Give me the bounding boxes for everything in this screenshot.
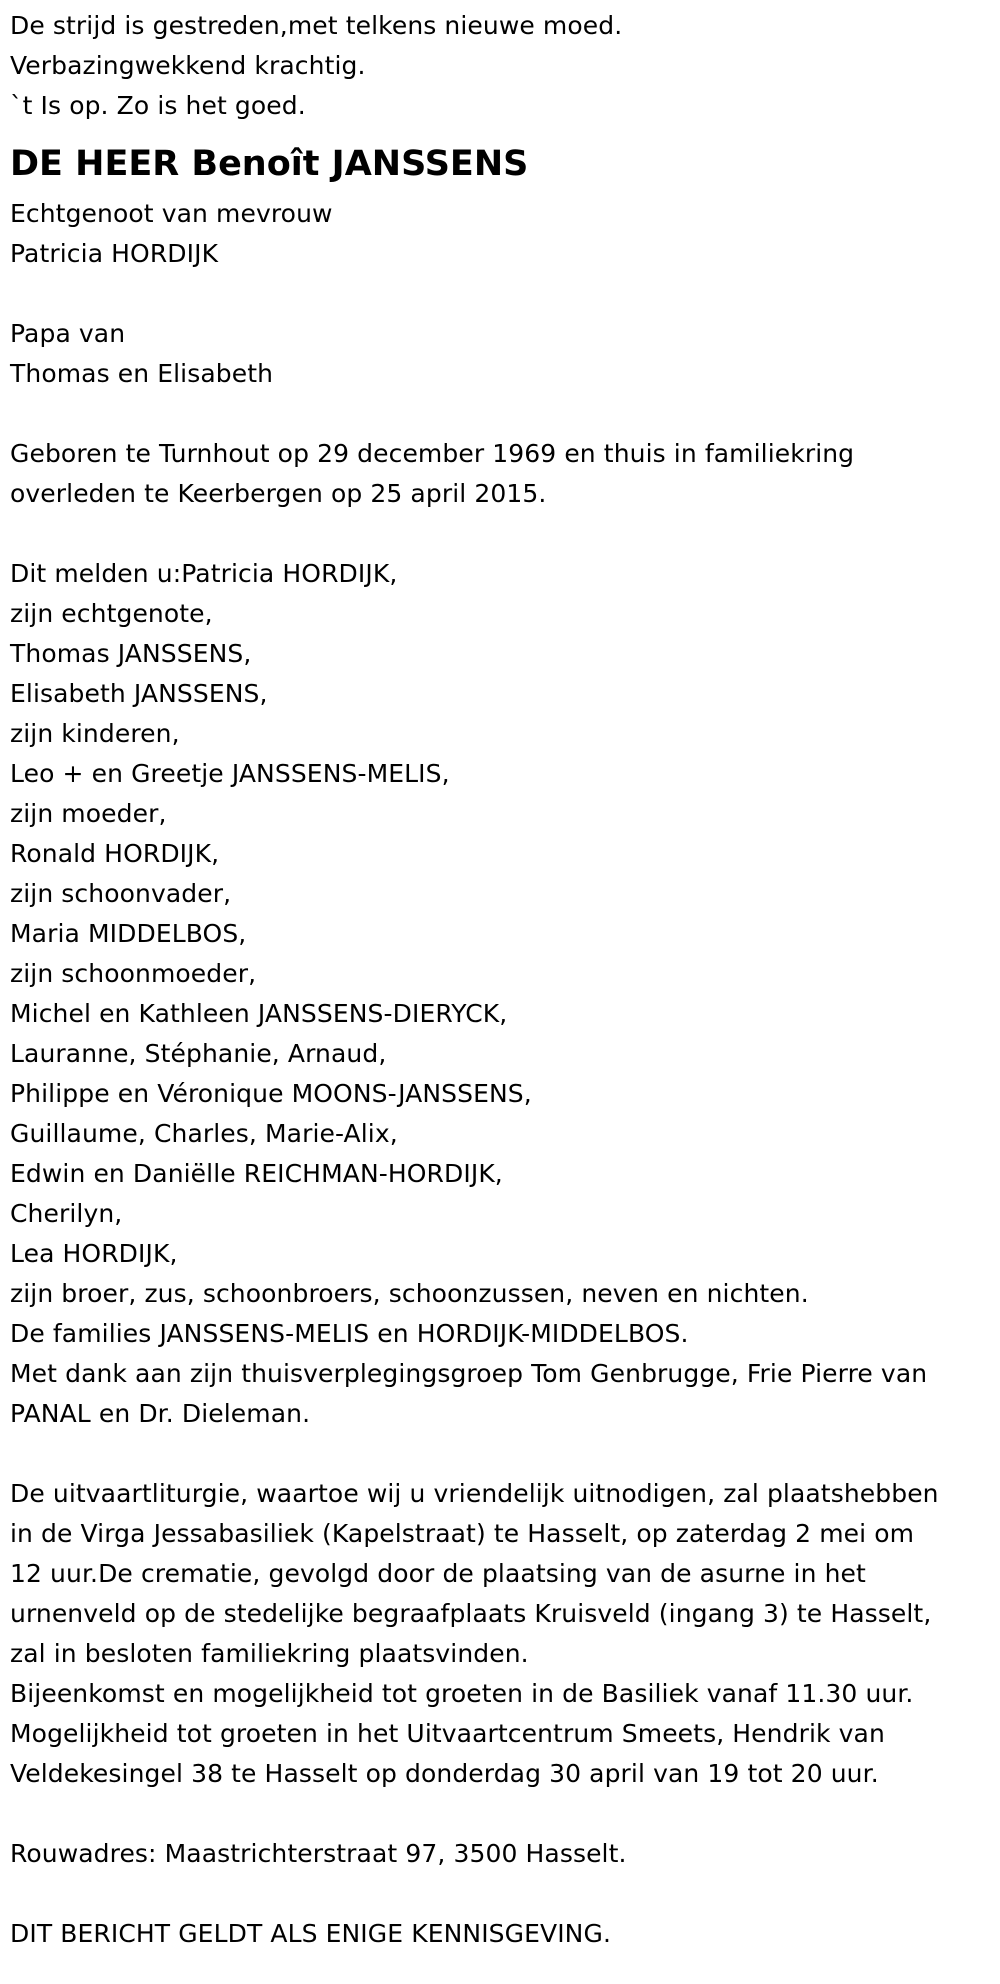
ceremony-line: Veldekesingel 38 te Hasselt op donderdag 30 april van 19 tot 20 uur.: [10, 1759, 879, 1788]
ceremony-line: in de Virga Jessabasiliek (Kapelstraat) te Hasselt, op zaterdag 2 mei om: [10, 1519, 915, 1548]
spouse-line: Patricia HORDIJK: [10, 239, 219, 268]
notice-line: DIT BERICHT GELDT ALS ENIGE KENNISGEVING.: [10, 1919, 611, 1948]
family-line: zijn broer, zus, schoonbroers, schoonzussen, neven en nichten.: [10, 1279, 809, 1308]
family-line: Edwin en Daniëlle REICHMAN-HORDIJK,: [10, 1159, 503, 1188]
deceased-name-heading: DE HEER Benoît JANSSENS: [10, 144, 529, 184]
family-line: Lea HORDIJK,: [10, 1239, 178, 1268]
ceremony-line: Bijeenkomst en mogelijkheid tot groeten in de Basiliek vanaf 11.30 uur.: [10, 1679, 914, 1708]
spacer: [10, 514, 995, 554]
spacer: [10, 1874, 995, 1914]
poem: [10, 6, 995, 126]
family-line: PANAL en Dr. Dieleman.: [10, 1399, 311, 1428]
mourning-address: Rouwadres: Maastrichterstraat 97, 3500 Hasselt.: [10, 1839, 627, 1868]
poem-line: De strijd is gestreden,met telkens nieuwe moed.: [10, 11, 623, 40]
birth-death-line: overleden te Keerbergen op 25 april 2015.: [10, 479, 547, 508]
ceremony-line: 12 uur.De crematie, gevolgd door de plaatsing van de asurne in het: [10, 1559, 866, 1588]
ceremony-line: zal in besloten familiekring plaatsvinden.: [10, 1639, 529, 1668]
ceremony-line: Mogelijkheid tot groeten in het Uitvaartcentrum Smeets, Hendrik van: [10, 1719, 885, 1748]
spouse-line: Echtgenoot van mevrouw: [10, 199, 333, 228]
family-line: Lauranne, Stéphanie, Arnaud,: [10, 1039, 387, 1068]
family-line: Leo + en Greetje JANSSENS-MELIS,: [10, 759, 450, 788]
family-line: Ronald HORDIJK,: [10, 839, 220, 868]
family-line: Dit melden u:Patricia HORDIJK,: [10, 559, 398, 588]
children-line: Thomas en Elisabeth: [10, 359, 274, 388]
children-line: Papa van: [10, 319, 126, 348]
spacer: [10, 1434, 995, 1474]
spouse-section: [10, 194, 995, 274]
family-line: zijn kinderen,: [10, 719, 180, 748]
obituary-document: [10, 6, 995, 1954]
ceremony-line: De uitvaartliturgie, waartoe wij u vriendelijk uitnodigen, zal plaatshebben: [10, 1479, 939, 1508]
ceremony-section: [10, 1474, 995, 1794]
family-line: Maria MIDDELBOS,: [10, 919, 247, 948]
family-line: zijn moeder,: [10, 799, 167, 828]
family-line: Cherilyn,: [10, 1199, 123, 1228]
family-line: Michel en Kathleen JANSSENS-DIERYCK,: [10, 999, 508, 1028]
family-line: De families JANSSENS-MELIS en HORDIJK-MIDDELBOS.: [10, 1319, 689, 1348]
family-line: Met dank aan zijn thuisverplegingsgroep Tom Genbrugge, Frie Pierre van: [10, 1359, 928, 1388]
family-line: zijn echtgenote,: [10, 599, 213, 628]
family-line: Thomas JANSSENS,: [10, 639, 252, 668]
family-section: [10, 554, 995, 1434]
family-line: zijn schoonmoeder,: [10, 959, 257, 988]
family-line: zijn schoonvader,: [10, 879, 232, 908]
family-line: Elisabeth JANSSENS,: [10, 679, 268, 708]
family-line: Philippe en Véronique MOONS-JANSSENS,: [10, 1079, 532, 1108]
spacer: [10, 1794, 995, 1834]
birth-death-section: [10, 434, 995, 514]
birth-death-line: Geboren te Turnhout op 29 december 1969 en thuis in familiekring: [10, 439, 855, 468]
spacer: [10, 274, 995, 314]
ceremony-line: urnenveld op de stedelijke begraafplaats Kruisveld (ingang 3) te Hasselt,: [10, 1599, 932, 1628]
spacer: [10, 394, 995, 434]
family-line: Guillaume, Charles, Marie-Alix,: [10, 1119, 398, 1148]
poem-line: Verbazingwekkend krachtig.: [10, 51, 366, 80]
children-section: [10, 314, 995, 394]
poem-line: `t Is op. Zo is het goed.: [10, 91, 306, 120]
